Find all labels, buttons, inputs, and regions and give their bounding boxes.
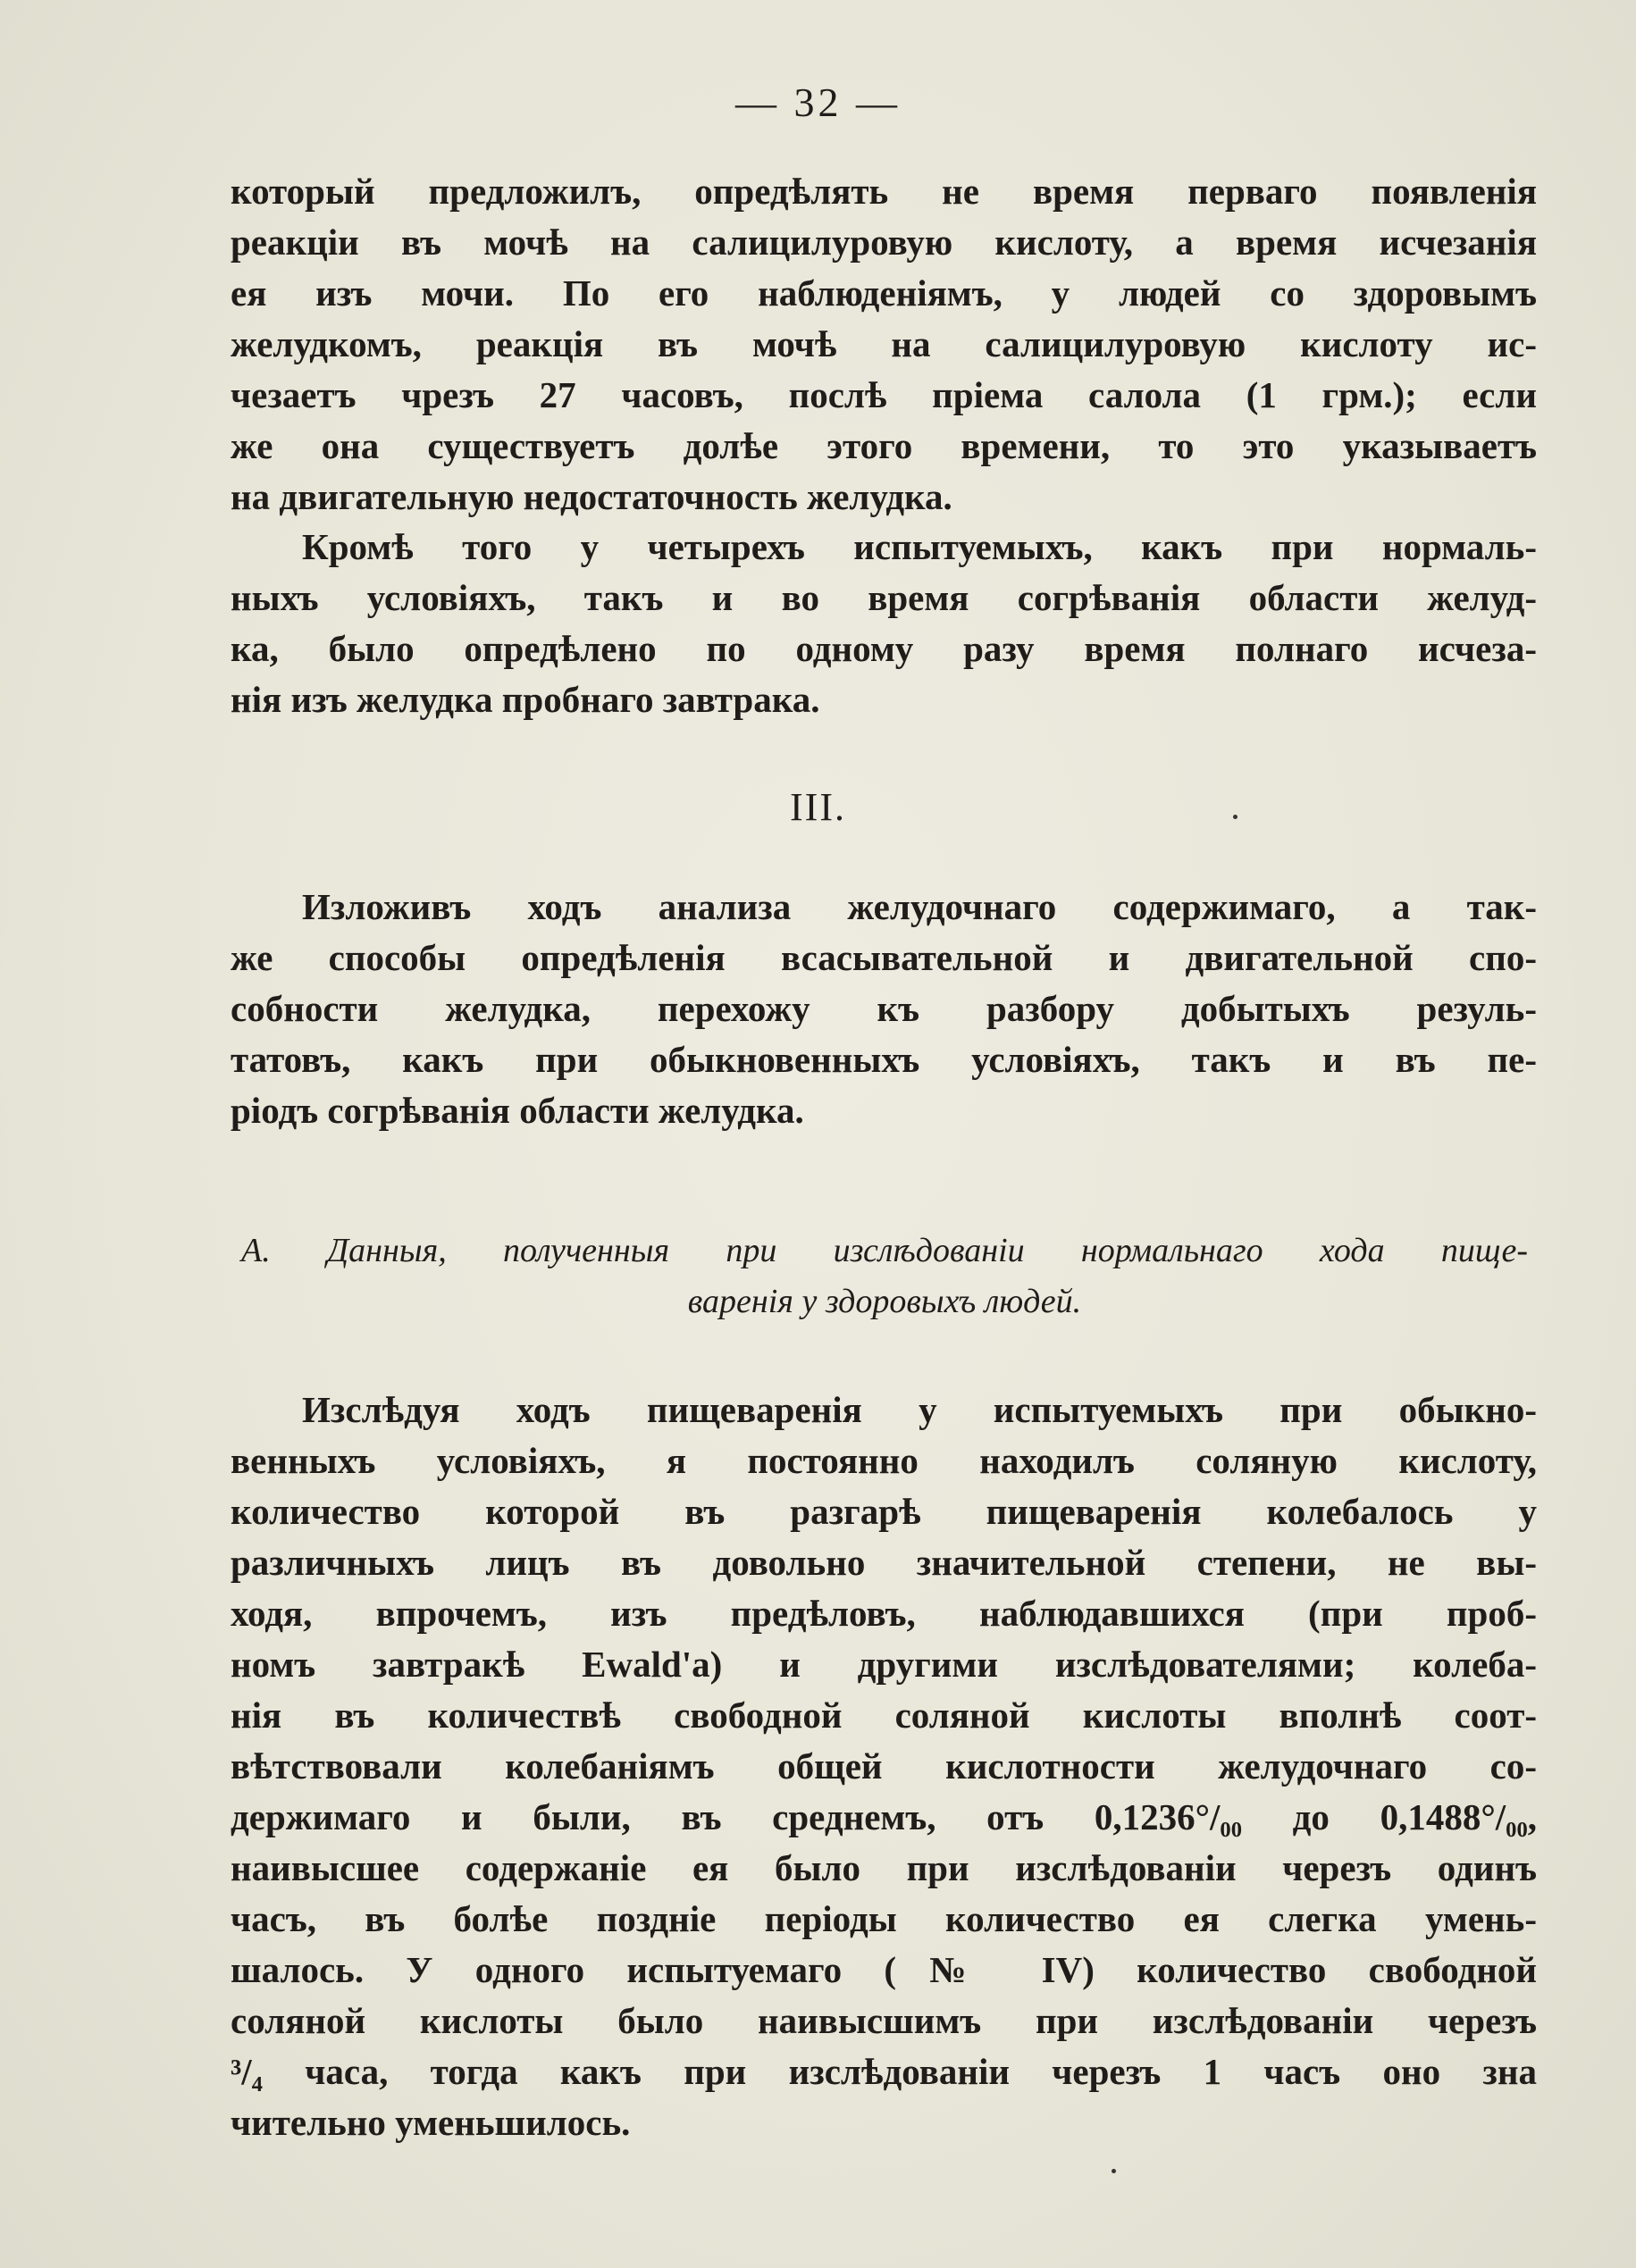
text-line: татовъ, какъ при обыкновенныхъ условіяхъ, такъ и въ пе- <box>231 1039 1537 1080</box>
text-line: ³/₄ часа, тогда какъ при изслѣдованіи черезъ 1 часъ оно зна <box>231 2051 1537 2092</box>
text-line: ходя, впрочемъ, изъ предѣловъ, наблюдавшихся (при проб- <box>231 1593 1537 1634</box>
section-heading: III. <box>790 785 846 829</box>
text-line: соляной кислоты было наивысшимъ при изслѣдованіи черезъ <box>231 2000 1537 2041</box>
paragraph-4 <box>231 1385 1537 2148</box>
text-line: Кромѣ того у четырехъ испытуемыхъ, какъ при нормаль- <box>302 526 1537 567</box>
text-line: Изложивъ ходъ анализа желудочнаго содержимаго, а так- <box>302 886 1537 927</box>
text-line: собности желудка, перехожу къ разбору добытыхъ резуль- <box>231 988 1537 1029</box>
ink-speck <box>1112 2169 1116 2173</box>
text-line: ріодъ согрѣванія области желудка. <box>231 1090 804 1131</box>
text-line: же она существуетъ долѣе этого времени, то это указываетъ <box>231 425 1537 466</box>
text-line: Изслѣдуя ходъ пищеваренія у испытуемыхъ при обыкно- <box>302 1389 1537 1430</box>
page-number: — 32 — <box>735 80 901 125</box>
text-line: нія въ количествѣ свободной соляной кислоты вполнѣ соот- <box>231 1695 1537 1736</box>
text-line: часъ, въ болѣе поздніе періоды количество ея слегка умень- <box>231 1898 1537 1939</box>
paragraph-3 <box>231 882 1537 1136</box>
text-line: номъ завтракѣ Ewald'a) и другими изслѣдователями; колеба- <box>231 1644 1537 1685</box>
text-line: шалось. У одного испытуемаго (№ IV) количество свободной <box>231 1949 1537 1990</box>
text-line: держимаго и были, въ среднемъ, отъ 0,1236°/₀₀ до 0,1488°/₀₀, <box>231 1796 1537 1837</box>
text-line: венныхъ условіяхъ, я постоянно находилъ соляную кислоту, <box>231 1440 1537 1481</box>
text-line: чезаетъ чрезъ 27 часовъ, послѣ пріема салола (1 грм.); если <box>231 374 1537 415</box>
text-line: нія изъ желудка пробнаго завтрака. <box>231 679 820 720</box>
text-line: ка, было опредѣлено по одному разу время полнаго исчеза- <box>231 628 1537 669</box>
subheading-line: А. Данныя, полученныя при изслѣдованіи нормальнаго хода пище- <box>241 1232 1528 1269</box>
text-line: же способы опредѣленія всасывательной и двигательной спо- <box>231 937 1537 978</box>
text-line: реакціи въ мочѣ на салицилуровую кислоту, а время исчезанія <box>231 222 1537 263</box>
subheading-line: варенія у здоровыхъ людей. <box>687 1283 1082 1320</box>
text-line: наивысшее содержаніе ея было при изслѣдованіи черезъ одинъ <box>231 1847 1537 1888</box>
text-line: ныхъ условіяхъ, такъ и во время согрѣванія области желуд- <box>231 577 1537 618</box>
text-line: желудкомъ, реакція въ мочѣ на салицилуровую кислоту ис- <box>231 323 1537 364</box>
text-line: количество которой въ разгарѣ пищеваренія колебалось у <box>231 1491 1537 1532</box>
subsection-heading <box>241 1226 1528 1327</box>
text-line: на двигательную недостаточность желудка. <box>231 476 952 517</box>
text-line: который предложилъ, опредѣлять не время перваго появленія <box>231 171 1537 212</box>
paragraph-1 <box>231 166 1537 523</box>
text-line: ея изъ мочи. По его наблюденіямъ, у людей со здоровымъ <box>231 272 1537 314</box>
paragraph-2 <box>231 522 1537 725</box>
ink-speck <box>1233 815 1237 819</box>
text-line: различныхъ лицъ въ довольно значительной степени, не вы- <box>231 1542 1537 1583</box>
text-line: чительно уменьшилось. <box>231 2102 631 2143</box>
text-line: вѣтствовали колебаніямъ общей кислотности желудочнаго со- <box>231 1745 1537 1787</box>
